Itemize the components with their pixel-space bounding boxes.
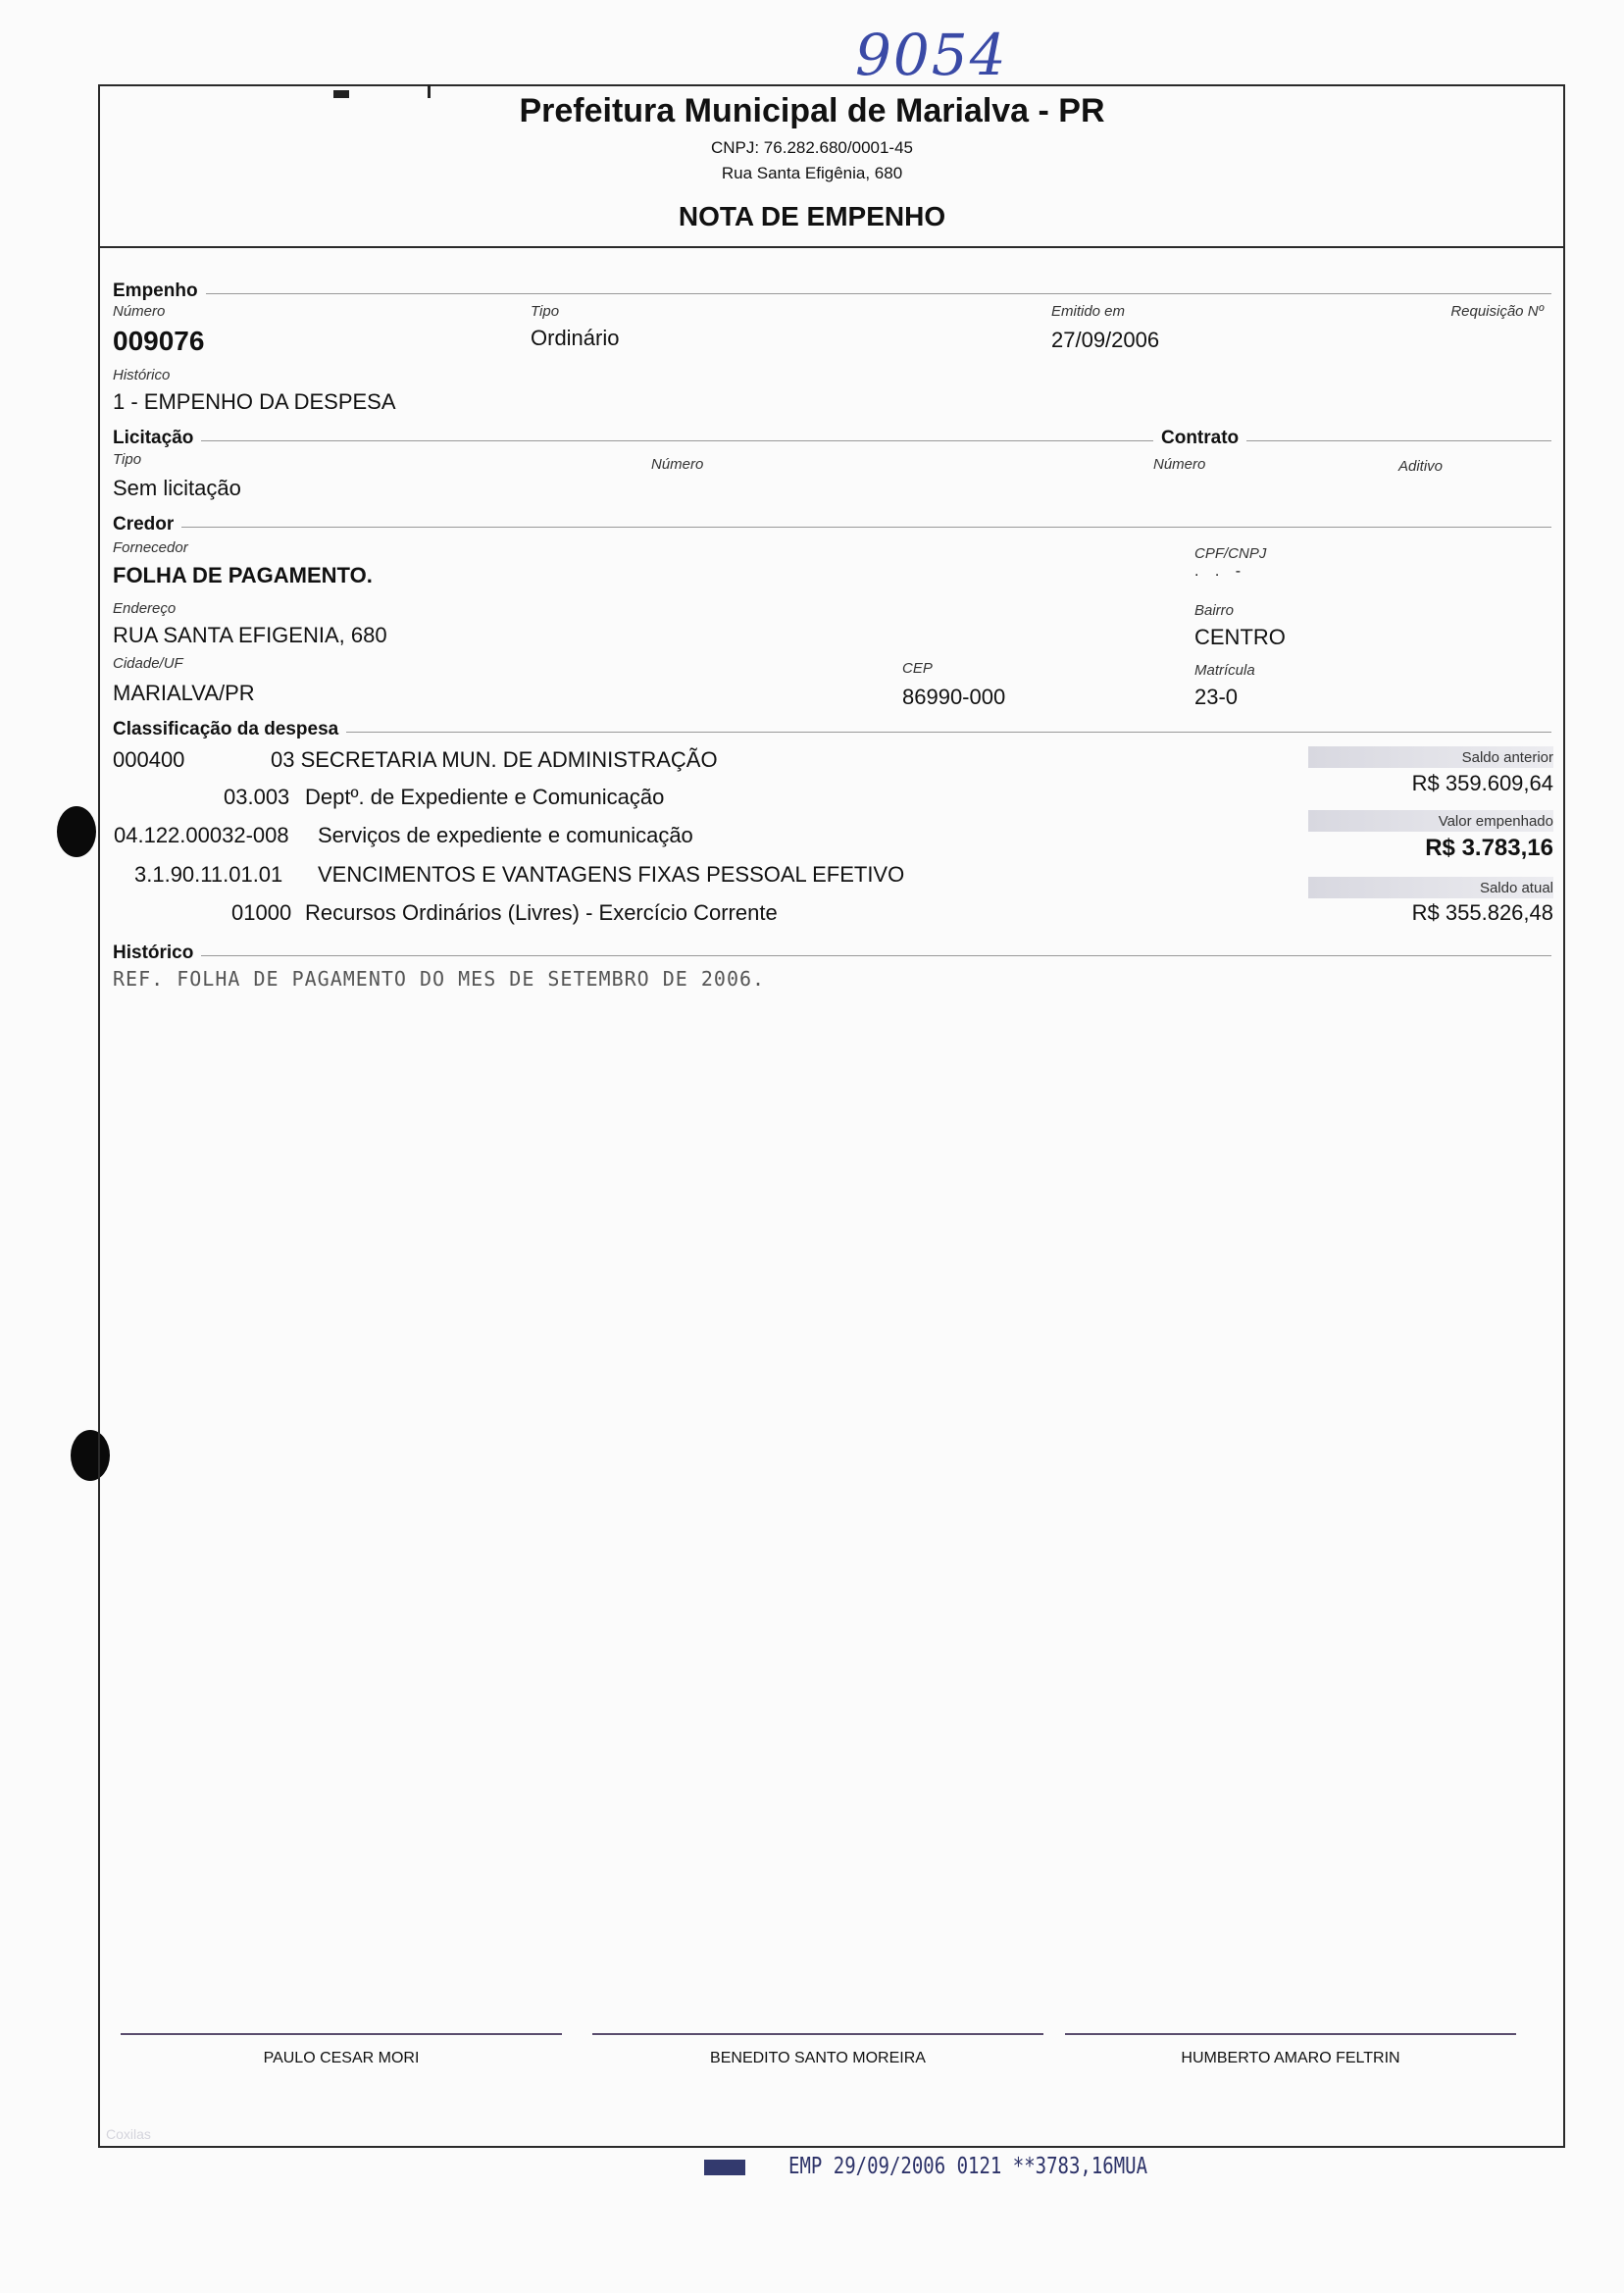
cep-label: CEP xyxy=(902,660,933,677)
signature-line-1 xyxy=(121,2033,562,2035)
credor-section-title: Credor xyxy=(113,514,181,535)
address-line: Rua Santa Efigênia, 680 xyxy=(721,164,903,182)
class-text-3: Serviços de expediente e comunicação xyxy=(318,823,693,847)
empenho-numero-label: Número xyxy=(113,303,166,320)
cpf-label: CPF/CNPJ xyxy=(1194,545,1267,562)
class-text-2: Deptº. de Expediente e Comunicação xyxy=(305,785,665,809)
historico-text: REF. FOLHA DE PAGAMENTO DO MES DE SETEMBRO DE 2006. xyxy=(113,967,766,991)
emitido-label: Emitido em xyxy=(1051,303,1126,320)
class-text-4: VENCIMENTOS E VANTAGENS FIXAS PESSOAL EFETIVO xyxy=(318,862,905,887)
contrato-section-title: Contrato xyxy=(1153,428,1246,449)
signature-line-2 xyxy=(592,2033,1043,2035)
signature-line-3 xyxy=(1065,2033,1516,2035)
cnpj-line: CNPJ: 76.282.680/0001-45 xyxy=(710,138,914,157)
bairro-label: Bairro xyxy=(1194,602,1235,619)
empenho-tipo: Ordinário xyxy=(531,326,620,350)
cep: 86990-000 xyxy=(902,685,1006,709)
class-text-1: 03 SECRETARIA MUN. DE ADMINISTRAÇÃO xyxy=(271,747,718,772)
footer-faded-text: Coxilas xyxy=(106,2126,151,2142)
saldo-atual-label: Saldo atual xyxy=(1479,880,1553,896)
empenho-historico: 1 - EMPENHO DA DESPESA xyxy=(113,389,396,414)
empenho-historico-label: Histórico xyxy=(113,367,171,383)
saldo-atual: R$ 355.826,48 xyxy=(1411,900,1553,925)
fornecedor-label: Fornecedor xyxy=(113,539,188,556)
stamp-logo xyxy=(704,2160,745,2175)
licitacao-tipo: Sem licitação xyxy=(113,476,241,500)
empenho-numero: 009076 xyxy=(113,326,205,356)
class-code-3: 04.122.00032-008 xyxy=(114,823,289,847)
endereco-label: Endereço xyxy=(113,600,177,617)
signatory-2: BENEDITO SANTO MOREIRA xyxy=(710,2050,926,2066)
contrato-numero-label: Número xyxy=(1153,456,1206,473)
requisicao-label: Requisição Nº xyxy=(1450,303,1544,320)
historico-section-title: Histórico xyxy=(113,943,201,964)
licitacao-rule xyxy=(113,440,1551,441)
cidade-label: Cidade/UF xyxy=(113,655,183,672)
header-divider xyxy=(98,246,1565,248)
contrato-aditivo-label: Aditivo xyxy=(1398,458,1444,475)
municipality-title: Prefeitura Municipal de Marialva - PR xyxy=(519,92,1105,129)
matricula-label: Matrícula xyxy=(1194,662,1255,679)
historico-rule xyxy=(113,955,1551,956)
class-code-5: 01000 xyxy=(231,900,292,925)
empenho-section-title: Empenho xyxy=(113,280,206,302)
saldo-anterior: R$ 359.609,64 xyxy=(1411,771,1553,795)
valor-empenhado-label: Valor empenhado xyxy=(1438,813,1553,830)
class-code-2: 03.003 xyxy=(224,785,290,809)
cpf-value: . . - xyxy=(1194,563,1247,580)
licitacao-tipo-label: Tipo xyxy=(113,451,142,468)
fornecedor: FOLHA DE PAGAMENTO. xyxy=(113,563,373,587)
signatory-1: PAULO CESAR MORI xyxy=(263,2050,420,2066)
emitido-date: 27/09/2006 xyxy=(1051,328,1160,352)
cidade: MARIALVA/PR xyxy=(113,681,255,705)
class-code-1: 000400 xyxy=(113,747,185,772)
credor-rule xyxy=(113,527,1551,528)
licitacao-section-title: Licitação xyxy=(113,428,201,449)
doc-title: NOTA DE EMPENHO xyxy=(678,201,946,231)
punch-hole-top xyxy=(57,806,96,857)
matricula: 23-0 xyxy=(1194,685,1239,709)
class-code-4: 3.1.90.11.01.01 xyxy=(134,862,283,887)
class-text-5: Recursos Ordinários (Livres) - Exercício Corrente xyxy=(305,900,778,925)
stamp-text: EMP 29/09/2006 0121 **3783,16MUA xyxy=(788,2153,1148,2180)
handwritten-number: 9054 xyxy=(855,22,1008,88)
empenho-tipo-label: Tipo xyxy=(531,303,560,320)
classificacao-section-title: Classificação da despesa xyxy=(113,719,346,740)
bairro: CENTRO xyxy=(1194,625,1286,649)
valor-empenhado: R$ 3.783,16 xyxy=(1425,835,1553,861)
signatory-3: HUMBERTO AMARO FELTRIN xyxy=(1181,2050,1400,2066)
empenho-rule xyxy=(113,293,1551,294)
licitacao-numero-label: Número xyxy=(651,456,704,473)
endereco: RUA SANTA EFIGENIA, 680 xyxy=(113,623,387,647)
saldo-anterior-label: Saldo anterior xyxy=(1461,749,1553,766)
